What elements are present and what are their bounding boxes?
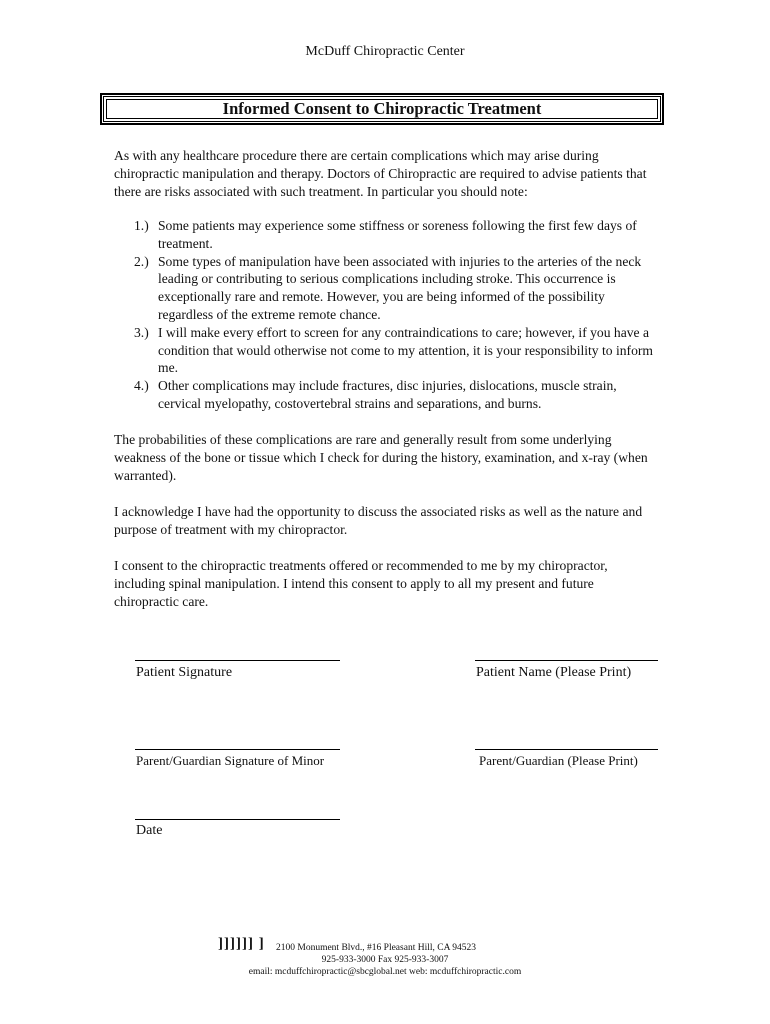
complications-list xyxy=(134,217,659,413)
list-item xyxy=(134,324,659,377)
list-item xyxy=(134,253,659,324)
list-item xyxy=(134,217,659,253)
footer-contact: email: mcduffchiropractic@sbcglobal.net web: mcduffchiropractic.com xyxy=(248,967,522,977)
list-item-number: 3.) xyxy=(134,324,149,340)
acknowledge-paragraph: I acknowledge I have had the opportunity to discuss the associated risks as well as the nature and purpose of treatment with my chiropractor. xyxy=(114,504,643,537)
guardian-signature-line[interactable] xyxy=(135,749,340,750)
document-title: Informed Consent to Chiropractic Treatment xyxy=(106,99,658,119)
patient-name-line[interactable] xyxy=(475,660,658,661)
list-item-text: I will make every effort to screen for any contraindications to care; however, if you have a condition that would otherwise not come to my attention, it is your responsibility to inform me. xyxy=(158,324,653,376)
guardian-name-line[interactable] xyxy=(475,749,658,750)
patient-signature-line[interactable] xyxy=(135,660,340,661)
list-item-number: 4.) xyxy=(134,378,149,394)
consent-paragraph: I consent to the chiropractic treatments offered or recommended to me by my chiropractor, including spinal manipulation. I intend this consent to apply to all my present and future chiropractic care. xyxy=(114,558,608,609)
date-label: Date xyxy=(136,823,163,838)
guardian-name-label: Parent/Guardian (Please Print) xyxy=(479,753,638,768)
list-item-text: Other complications may include fractures, disc injuries, dislocations, muscle strain, cervical myelopathy, costovertebral strains and separations, and burns. xyxy=(158,378,617,411)
list-item-number: 2.) xyxy=(134,253,149,269)
intro-paragraph: As with any healthcare procedure there are certain complications which may arise during chiropractic manipulation and therapy. Doctors of Chiropractic are required to advise patients that there are risks associated with such treatment. In particular you should note: xyxy=(114,148,647,199)
list-item-text: Some patients may experience some stiffness or soreness following the first few days of treatment. xyxy=(158,218,637,251)
patient-signature-label: Patient Signature xyxy=(136,665,233,680)
guardian-signature-label: Parent/Guardian Signature of Minor xyxy=(136,753,325,768)
clinic-logo: ]]]]]] ] xyxy=(218,936,265,952)
list-item-text: Some types of manipulation have been associated with injuries to the arteries of the neck leading or contributing to serious complications including stroke. This occurrence is exceptionally rare and remote. However, you are being informed of the possibility regardless of the extreme remote chance. xyxy=(158,253,642,322)
list-item xyxy=(134,377,659,413)
clinic-header: McDuff Chiropractic Center xyxy=(305,44,465,59)
footer-phones: 925-933-3000 Fax 925-933-3007 xyxy=(321,955,449,965)
probabilities-paragraph: The probabilities of these complications are rare and generally result from some underlying weakness of the bone or tissue which I check for during the history, examination, and x-ray (when warranted). xyxy=(114,432,648,483)
title-box xyxy=(101,94,663,124)
footer-address: 2100 Monument Blvd., #16 Pleasant Hill, CA 94523 xyxy=(276,943,477,953)
patient-name-label: Patient Name (Please Print) xyxy=(476,665,632,680)
date-line[interactable] xyxy=(135,819,340,820)
list-item-number: 1.) xyxy=(134,218,149,233)
